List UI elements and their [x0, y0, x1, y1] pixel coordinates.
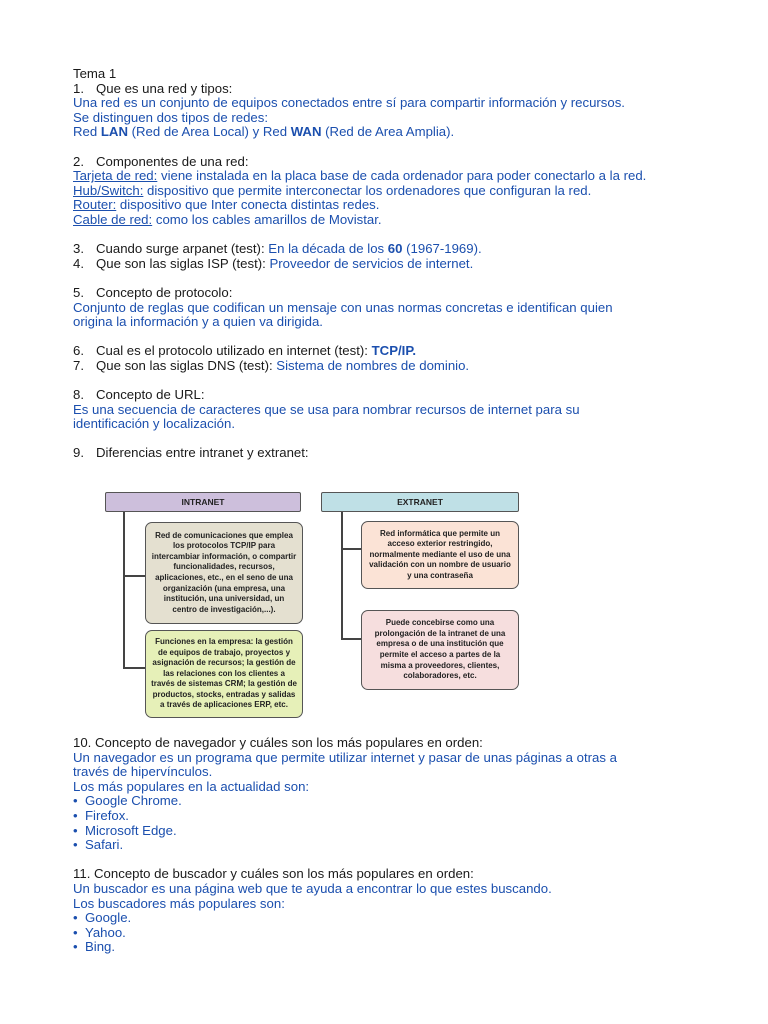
- connector-line: [341, 548, 361, 550]
- question-text: Que son las siglas DNS (test):: [96, 357, 277, 373]
- question-number: 9.: [73, 445, 84, 461]
- answer-line: Un buscador es una página web que te ayuda a encontrar lo que estes buscando.: [73, 880, 552, 896]
- question-text: Cual es el protocolo utilizado en internet (test):: [96, 343, 372, 359]
- list-item: [73, 838, 713, 853]
- list-item: [73, 926, 713, 941]
- question-3: [73, 242, 713, 257]
- question-7: [73, 359, 713, 374]
- lan-term: LAN: [100, 124, 128, 140]
- answer-line: [73, 125, 713, 140]
- question-text: Concepto de navegador y cuáles son los más populares en orden:: [95, 735, 483, 750]
- search-engine-name: Yahoo.: [85, 924, 126, 940]
- answer-text: En la década de los: [268, 241, 388, 257]
- answer-line: Conjunto de reglas que codifican un mensaje con unas normas concretas e identifican quien: [73, 299, 613, 315]
- answer-bold: 60: [387, 241, 403, 257]
- answer-line: identificación y localización.: [73, 416, 235, 432]
- question-8: [73, 388, 713, 403]
- extranet-extension-box: Puede concebirse como una prolongación de la intranet de una empresa o de una institución que permite el acceso a partes de la misma a proveedores, clientes, colaboradores, etc.: [361, 610, 519, 690]
- list-item: [73, 794, 713, 809]
- bullet-icon: •: [73, 910, 78, 926]
- answer-line: Los buscadores más populares son:: [73, 895, 285, 911]
- connector-line: [341, 512, 343, 639]
- answer-line: Se distinguen dos tipos de redes:: [73, 109, 269, 125]
- component-item: [73, 198, 713, 213]
- bullet-icon: •: [73, 807, 78, 823]
- question-text: Componentes de una red:: [96, 153, 249, 169]
- connector-line: [341, 638, 361, 640]
- bullet-icon: •: [73, 793, 78, 809]
- document-title: Tema 1: [73, 66, 117, 81]
- question-number: 3.: [73, 241, 84, 257]
- answer-line: Los más populares en la actualidad son:: [73, 778, 310, 794]
- answer-text: Proveedor de servicios de internet.: [269, 255, 474, 271]
- question-4: [73, 257, 713, 272]
- connector-line: [123, 667, 145, 669]
- connector-line: [123, 575, 145, 577]
- browser-name: Safari.: [85, 837, 124, 853]
- answer-text: (Red de Area Amplia).: [321, 124, 455, 140]
- component-item: [73, 184, 713, 199]
- list-item: [73, 824, 713, 839]
- list-item: [73, 911, 713, 926]
- bullet-icon: •: [73, 924, 78, 940]
- intranet-extranet-diagram: [103, 490, 523, 722]
- answer-line: través de hipervínculos.: [73, 764, 213, 780]
- question-9: [73, 446, 713, 461]
- question-2: [73, 155, 713, 170]
- question-10: [73, 736, 713, 751]
- search-engine-name: Google.: [85, 910, 132, 926]
- question-number: 4.: [73, 255, 84, 271]
- component-item: [73, 213, 713, 228]
- browser-name: Microsoft Edge.: [85, 822, 177, 838]
- question-number: 8.: [73, 387, 84, 403]
- component-term: Hub/Switch:: [73, 182, 144, 198]
- question-number: 2.: [73, 153, 84, 169]
- question-number: 5.: [73, 284, 84, 300]
- question-6: [73, 344, 713, 359]
- answer-text: Red: [73, 124, 101, 140]
- question-text: Que son las siglas ISP (test):: [96, 255, 270, 271]
- bullet-icon: •: [73, 822, 78, 838]
- component-term: Router:: [73, 197, 117, 213]
- document-page: [73, 67, 713, 461]
- component-item: [73, 169, 713, 184]
- question-5: [73, 286, 713, 301]
- component-desc: dispositivo que permite interconectar los ordenadores que configuran la red.: [143, 182, 592, 198]
- intranet-header: INTRANET: [105, 492, 301, 512]
- wan-term: WAN: [290, 124, 322, 140]
- answer-line: Un navegador es un programa que permite utilizar internet y pasar de unas páginas a otras a: [73, 749, 617, 765]
- answer-text: (1967-1969).: [402, 241, 482, 257]
- list-item: [73, 940, 713, 955]
- answer-line: origina la información y a quien va dirigida.: [73, 314, 323, 330]
- browser-name: Firefox.: [85, 807, 129, 823]
- question-number: 1.: [73, 80, 84, 96]
- question-number: 11.: [73, 866, 91, 882]
- question-text: Concepto de protocolo:: [96, 284, 233, 300]
- question-number: 7.: [73, 357, 84, 373]
- bullet-icon: •: [73, 837, 78, 853]
- extranet-definition-box: Red informática que permite un acceso exterior restringido, normalmente mediante el uso de una validación con un nombre de usuario y una contraseña: [361, 521, 519, 589]
- bullet-icon: •: [73, 939, 78, 955]
- component-desc: viene instalada en la placa base de cada ordenador para poder conectarlo a la red.: [157, 168, 647, 184]
- answer-text: (Red de Area Local) y Red: [127, 124, 291, 140]
- question-text: Diferencias entre intranet y extranet:: [96, 445, 309, 461]
- answer-bold: TCP/IP.: [371, 343, 417, 359]
- component-desc: como los cables amarillos de Movistar.: [152, 211, 382, 227]
- question-number: 10.: [73, 735, 92, 750]
- question-text: Cuando surge arpanet (test):: [96, 241, 269, 257]
- question-1: [73, 82, 713, 97]
- component-term: Tarjeta de red:: [73, 168, 158, 184]
- connector-line: [123, 512, 125, 667]
- list-item: [73, 809, 713, 824]
- answer-line: Una red es un conjunto de equipos conectados entre sí para compartir información y recursos.: [73, 95, 625, 111]
- component-desc: dispositivo que Inter conecta distintas redes.: [116, 197, 380, 213]
- component-term: Cable de red:: [73, 211, 153, 227]
- search-engine-name: Bing.: [85, 939, 116, 955]
- answer-line: Es una secuencia de caracteres que se usa para nombrar recursos de internet para su: [73, 401, 580, 417]
- browser-name: Google Chrome.: [85, 793, 182, 809]
- question-text: Concepto de buscador y cuáles son los más populares en orden:: [94, 866, 474, 882]
- intranet-functions-box: Funciones en la empresa: la gestión de equipos de trabajo, proyectos y asignación de recursos; la gestión de las relaciones con los clientes a través de sistemas CRM; la gestión de productos, stocks, entradas y salidas a través de aplicaciones ERP, etc.: [145, 630, 303, 718]
- question-number: 6.: [73, 343, 84, 359]
- answer-text: Sistema de nombres de dominio.: [276, 357, 470, 373]
- question-text: Concepto de URL:: [96, 387, 205, 403]
- question-11: [73, 867, 713, 882]
- document-page-continued: [73, 736, 713, 955]
- extranet-header: EXTRANET: [321, 492, 519, 512]
- intranet-definition-box: Red de comunicaciones que emplea los protocolos TCP/IP para intercambiar información, o compartir funcionalidades, recursos, aplicaciones, etc., en el seno de una organización (una empresa, una institución, una universidad, un centro de investigación,...).: [145, 522, 303, 624]
- question-text: Que es una red y tipos:: [96, 80, 233, 96]
